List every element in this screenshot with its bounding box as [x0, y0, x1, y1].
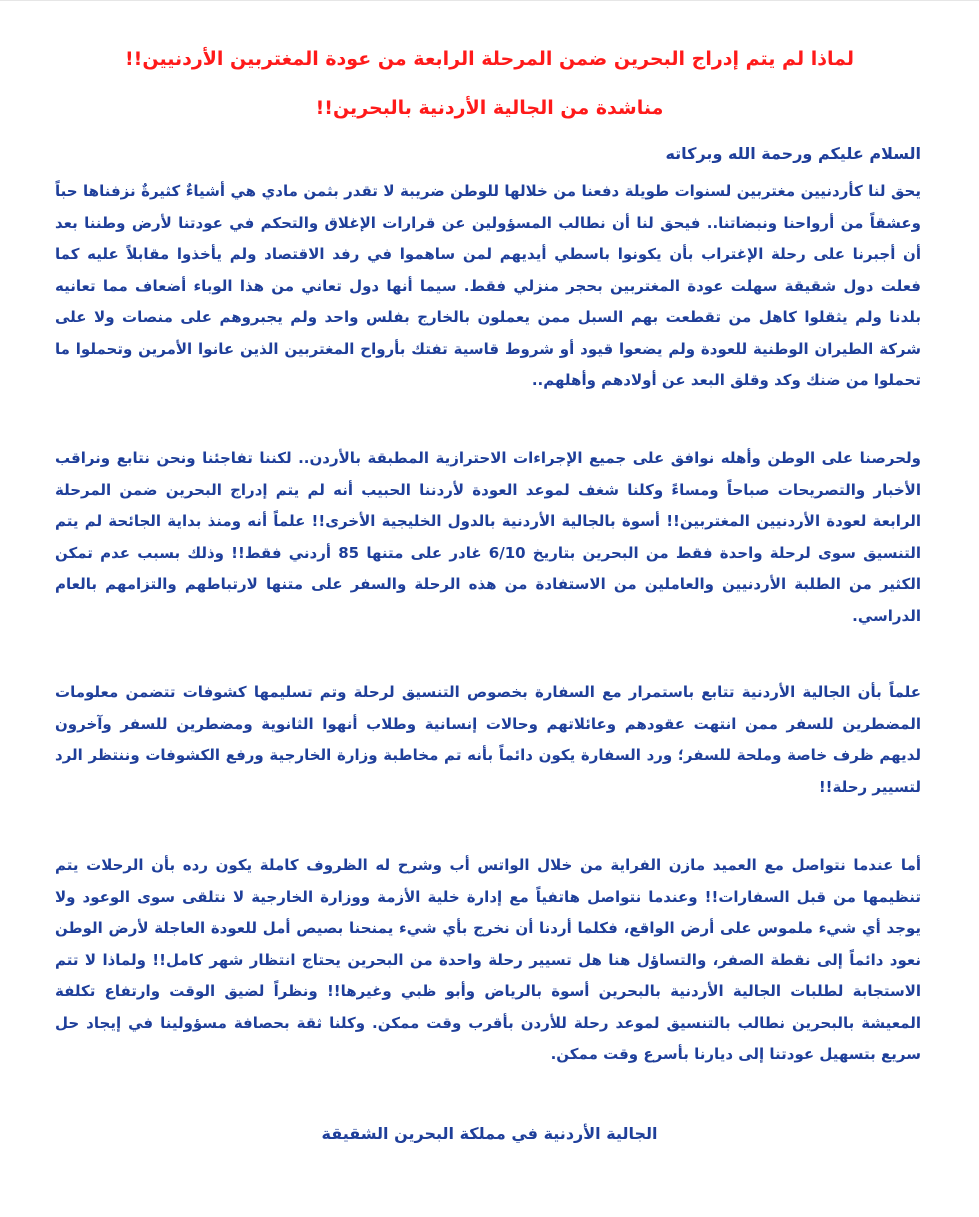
- paragraph-4: أما عندما نتواصل مع العميد مازن الفراية من خلال الواتس أب وشرح له الظروف كاملة يكون رده بأن الرحلات يتم تنظيمها من قبل السفارات!! وعندما نتواصل هاتفياً مع إدارة خلية الأزمة ووزارة الخارجية لا نتلقى سوى الوعود ولا يوجد أي شيء ملموس على أرض الواقع، فكلما أردنا أن نخرج بأي شيء يمنحنا بصيص أمل للعودة العاجلة لأرض الوطن نعود دائماً إلى نقطة الصفر، والتساؤل هنا هل تسيير رحلة واحدة من البحرين يحتاج انتظار شهر كامل!! ولماذا لا تتم الاستجابة لطلبات الجالية الأردنية بالبحرين أسوة بالرياض وأبو ظبي وغيرها!! ونظراً لضيق الوقت وارتفاع تكلفة المعيشة بالبحرين نطالب بالتنسيق لموعد رحلة للأردن بأقرب وقت ممكن. وكلنا ثقة بحصافة مسؤولينا في إيجاد حل سريع بتسهيل عودتنا إلى ديارنا بأسرع وقت ممكن.: [55, 856, 921, 1063]
- document-title-line-1: لماذا لم يتم إدراج البحرين ضمن المرحلة الرابعة من عودة المغتربين الأردنيين!!: [125, 48, 854, 70]
- signature: الجالية الأردنية في مملكة البحرين الشقيقة: [321, 1124, 658, 1143]
- greeting: السلام عليكم ورحمة الله وبركاته: [665, 144, 921, 163]
- paragraph-3: علماً بأن الجالية الأردنية تتابع باستمرار مع السفارة بخصوص التنسيق لرحلة وتم تسليمها كشوفات تتضمن معلومات المضطرين للسفر ممن انتهت عقودهم وعائلاتهم وحالات إنسانية وطلاب أنهوا الثانوية ومضطرين للسفر وآخرون لديهم ظرف خاصة وملحة للسفر؛ ورد السفارة يكون دائماً بأنه تم مخاطبة وزارة الخارجية ورفع الكشوفات وننتظر الرد لتسيير رحلة!!: [55, 683, 921, 796]
- paragraph-1: يحق لنا كأردنيين مغتربين لسنوات طويلة دفعنا من خلالها للوطن ضريبة لا تقدر بثمن مادي هي أشياءٌ كثيرةٌ نزفناها حباً وعشقاً من أرواحنا ونبضاتنا.. فيحق لنا أن نطالب المسؤولين عن قرارات الإغلاق والتحكم في عودتنا لأرض وطننا بعد أن أجبرنا على رحلة الإغتراب بأن يكونوا باسطي أيديهم لمن ساهموا في رفد الاقتصاد ولم يأخذوا مقابلاً عليه كما فعلت دول شقيقة سهلت عودة المغتربين بحجر منزلي فقط. سيما أنها دول تعاني من هذا الوباء أضعاف مما تعانيه بلدنا ولم يثقلوا كاهل من تقطعت بهم السبل ممن يعملون بالخارج بفلس واحد ولم يجبروهم على منصات ولا على شركة الطيران الوطنية للعودة ولم يضعوا قيود أو شروط قاسية تفتك بأرواح المغتربين الذين عانوا الأمرين وتحملوا ما تحملوا من ضنك وكد وقلق البعد عن أولادهم وأهلهم..: [55, 182, 921, 389]
- paragraph-2: ولحرصنا على الوطن وأهله نوافق على جميع الإجراءات الاحترازية المطبقة بالأردن.. لكننا تفاجئنا ونحن نتابع ونراقب الأخبار والتصريحات صباحاً ومساءً وكلنا شغف لموعد العودة لأردننا الحبيب أنه لم يتم إدراج البحرين ضمن المرحلة الرابعة لعودة الأردنيين المغتربين!! أسوة بالجالية الأردنية بالدول الخليجية الأخرى!! علماً أنه ومنذ بداية الجائحة لم يتم التنسيق سوى لرحلة واحدة فقط من البحرين بتاريخ 6/10 غادر على متنها 85 أردني فقط!! وذلك بسبب عدم تمكن الكثير من الطلبة الأردنيين والعاملين من الاستفادة من هذه الرحلة والسفر على متنها لارتباطهم والتزامهم بالعام الدراسي.: [55, 449, 922, 625]
- document-title-line-2: مناشدة من الجالية الأردنية بالبحرين!!: [315, 97, 664, 119]
